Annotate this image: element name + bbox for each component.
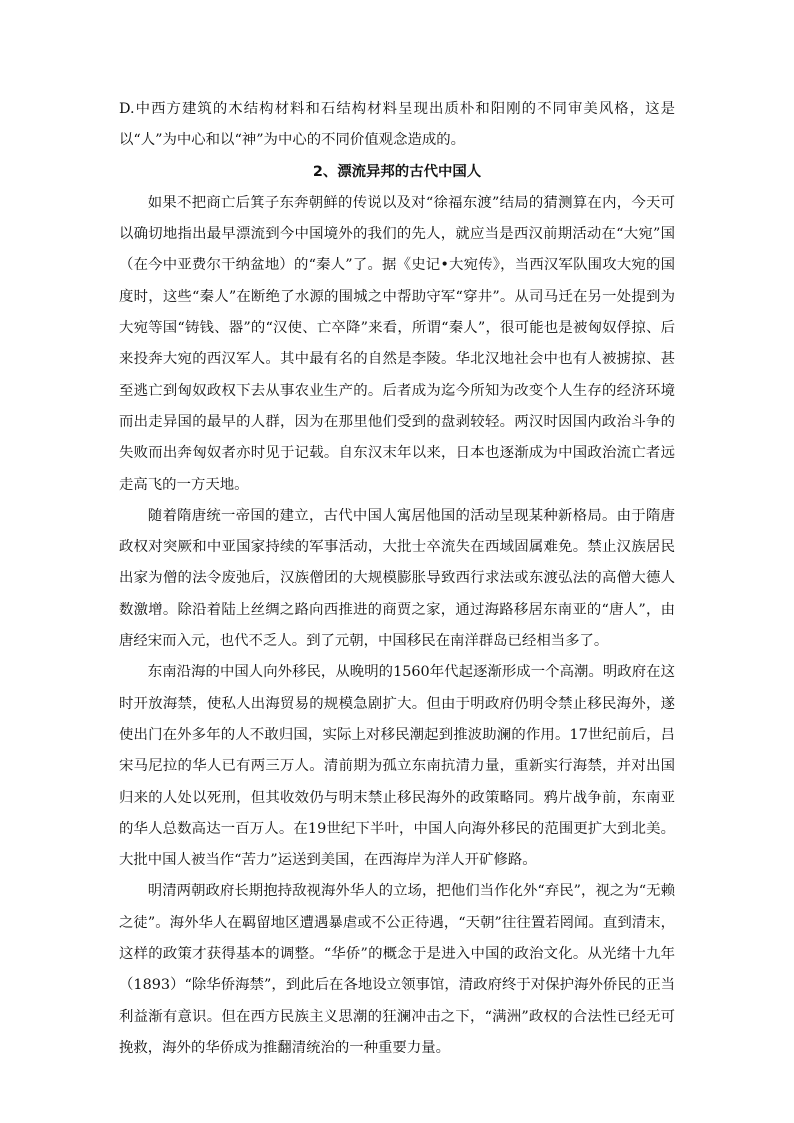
paragraph-3: 东南沿海的中国人向外移民，从晚明的1560年代起逐渐形成一个高潮。明政府在这时开放海禁，使私人出海贸易的规模急剧扩大。但由于明政府仍明令禁止移民海外，遂使出门在外多年的人不敢归国，实际上对移民潮起到推波助澜的作用。17世纪前后，吕宋马尼拉的华人已有两三万人。清前期为孤立东南抗清力量，重新实行海禁，并对出国归来的人处以死刑，但其收效仍与明末禁止移民海外的政策略同。鸦片战争前，东南亚的华人总数高达一百万人。在19世纪下半叶，中国人向海外移民的范围更扩大到北美。大批中国人被当作“苦力”运送到美国，在西海岸为洋人开矿修路。 (119, 664, 675, 869)
answer-option-d: D.中西方建筑的木结构材料和石结构材料呈现出质朴和阳刚的不同审美风格，这是以“人”为中心和以“神”为中心的不同价值观念造成的。 (119, 101, 675, 149)
paragraph-4: 明清两朝政府长期抱持敌视海外华人的立场，把他们当作化外“弃民”，视之为“无赖之徒”。海外华人在羁留地区遭遇暴虐或不公正待遇，“天朝”往往置若罔闻。直到清末，这样的政策才获得基本的调整。“华侨”的概念于是进入中国的政治文化。从光绪十九年（1893）“除华侨海禁”，到此后在各地设立领事馆，清政府终于对保护海外侨民的正当利益渐有意识。但在西方民族主义思潮的狂澜冲击之下，“满洲”政权的合法性已经无可挽救，海外的华侨成为推翻清统治的一种重要力量。 (119, 883, 675, 1056)
document-body (119, 94, 675, 1064)
paragraph-2: 随着隋唐统一帝国的建立，古代中国人寓居他国的活动呈现某种新格局。由于隋唐政权对突厥和中亚国家持续的军事活动，大批士卒流失在西域固属难免。禁止汉族居民出家为僧的法令废弛后，汉族僧团的大规模膨胀导致西行求法或东渡弘法的高僧大德人数激增。除沿着陆上丝绸之路向西推进的商贾之家，通过海路移居东南亚的“唐人”，由唐经宋而入元，也代不乏人。到了元朝，中国移民在南洋群岛已经相当多了。 (119, 507, 675, 650)
section-heading: 2、漂流异邦的古代中国人 (312, 163, 482, 180)
paragraph-1: 如果不把商亡后箕子东奔朝鲜的传说以及对“徐福东渡”结局的猜测算在内，今天可以确切地指出最早漂流到今中国境外的我们的先人，就应当是西汉前期活动在“大宛”国（在今中亚费尔干纳盆地）的“秦人”了。据《史记•大宛传》，当西汉军队围攻大宛的国度时，这些“秦人”在断绝了水源的围城之中帮助守军“穿井”。从司马迁在另一处提到为大宛等国“铸钱、器”的“汉使、亡卒降”来看，所谓“秦人”，很可能也是被匈奴俘掠、后来投奔大宛的西汉军人。其中最有名的自然是李陵。华北汉地社会中也有人被掳掠、甚至逃亡到匈奴政权下去从事农业生产的。后者成为迄今所知为改变个人生存的经济环境而出走异国的最早的人群，因为在那里他们受到的盘剥较轻。两汉时因国内政治斗争的失败而出奔匈奴者亦时见于记载。自东汉末年以来，日本也逐渐成为中国政治流亡者远走高飞的一方天地。 (119, 194, 675, 493)
